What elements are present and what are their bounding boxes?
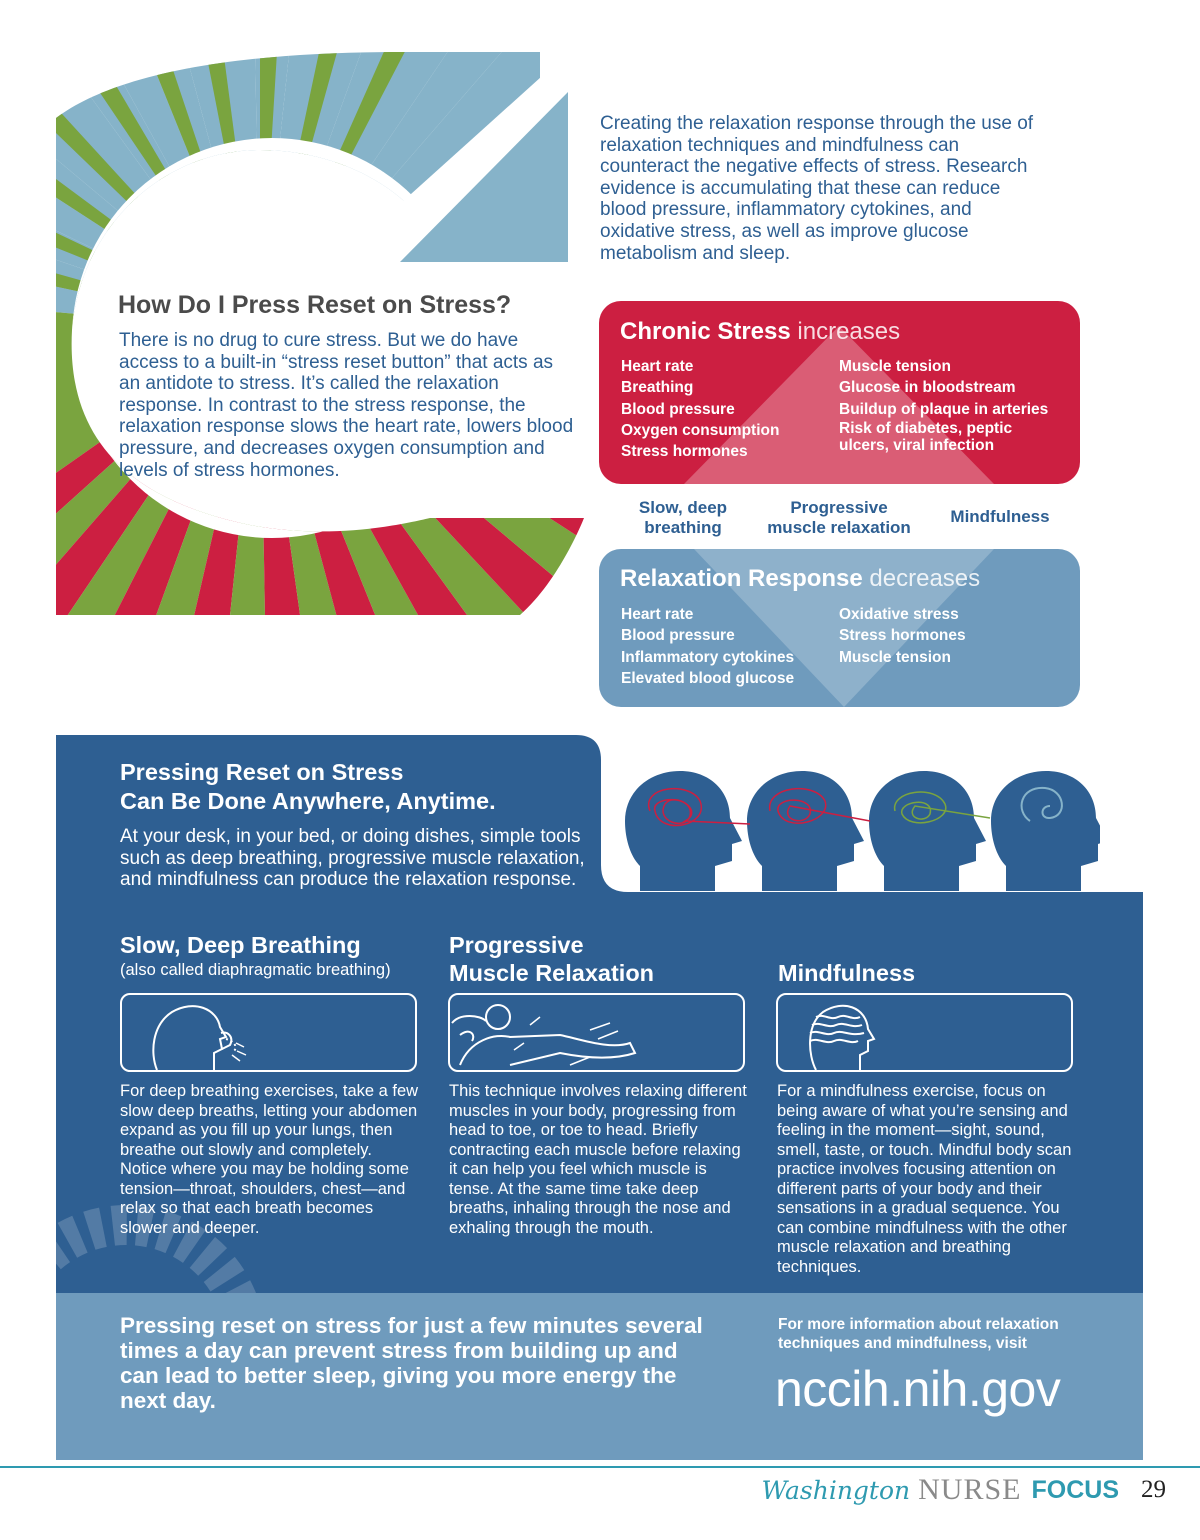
chronic-left-list xyxy=(621,356,779,462)
arc-ray xyxy=(253,0,304,330)
list-item: Stress hormones xyxy=(839,627,966,645)
relaxation-response-title: Relaxation Response decreases xyxy=(620,565,981,592)
breathing-title: Slow, Deep Breathing xyxy=(120,932,361,958)
arc-ray xyxy=(0,0,260,330)
mindful-head-icon xyxy=(778,995,1075,1074)
list-item: Inflammatory cytokines xyxy=(621,648,795,666)
anywhere-title: Pressing Reset on Stress Can Be Done Anywhere, Anytime. xyxy=(120,759,496,814)
reset-section-title: How Do I Press Reset on Stress? xyxy=(118,291,512,319)
list-item: Stress hormones xyxy=(621,443,748,461)
list-item: Muscle tension xyxy=(839,648,951,666)
reclining-person-icon xyxy=(450,995,747,1074)
breathing-subtitle: (also called diaphragmatic breathing) xyxy=(120,961,391,979)
list-item: Buildup of plaque in arteries xyxy=(839,400,1049,418)
arc-ray xyxy=(260,0,354,330)
pmr-body: This technique involves relaxing different muscles in your body, progressing from head to toe, or toe to head. Briefly contracting each muscle before relaxing it can help you feel which muscle is tense. At the same time take deep breaths, inhaling through the nose and exhaling through the mouth. xyxy=(449,1082,747,1237)
arc-ray xyxy=(260,0,286,330)
relaxation-response-box xyxy=(599,549,1080,707)
wordmark-script: Washington xyxy=(761,1475,911,1505)
list-item: Muscle tension xyxy=(839,358,951,375)
list-item: Elevated blood glucose xyxy=(621,669,795,687)
nccih-link[interactable]: nccih.nih.gov xyxy=(775,1361,1061,1417)
list-item: Heart rate xyxy=(621,606,694,623)
list-item: Oxidative stress xyxy=(839,606,959,623)
list-item: Blood pressure xyxy=(621,627,735,645)
intro-paragraph: Creating the relaxation response through the use of relaxation techniques and mindfulness can counteract the negative effects of stress. Research evidence is accumulating that these can reduce blood pressure, inflammatory cytokines, and oxidative stress, as well as improve glucose metabolism and sleep. xyxy=(600,113,1034,264)
chronic-stress-box xyxy=(599,301,1080,484)
page-number: 29 xyxy=(1141,1476,1166,1503)
pmr-title: Progressive Muscle Relaxation xyxy=(449,932,655,986)
chronic-right-list xyxy=(839,356,1048,454)
more-info-text: For more information about relaxation techniques and mindfulness, visit xyxy=(778,1316,1059,1352)
footer-wordmark xyxy=(761,1470,1166,1510)
list-item: Oxygen consumption xyxy=(621,421,780,439)
list-item: Heart rate xyxy=(621,358,694,375)
breathing-body: For deep breathing exercises, take a few slow deep breaths, letting your abdomen expand as you fill up your lungs, then breathe out slowly and completely. Notice where you may be holding some tension—throat, shoulders, chest—and relax so that each breath becomes slower and deeper. xyxy=(120,1082,419,1237)
wordmark-focus: FOCUS xyxy=(1031,1475,1119,1504)
technique-pmr: Progressive muscle relaxation xyxy=(767,498,911,537)
arc-ray xyxy=(202,0,260,330)
technique-mindfulness: Mindfulness xyxy=(950,507,1050,526)
wordmark-nurse: NURSE xyxy=(918,1473,1022,1506)
pmr-icon-box xyxy=(448,993,745,1072)
relax-left-list xyxy=(621,604,794,689)
technique-breathing: Slow, deep breathing xyxy=(638,498,728,537)
bottom-message: Pressing reset on stress for just a few minutes several times a day can prevent stress from building up and can lead to better sleep, giving you more energy the next day. xyxy=(120,1313,703,1413)
list-item: Risk of diabetes, peptic xyxy=(839,419,1013,437)
breathing-icon-box xyxy=(120,993,417,1072)
mindfulness-body: For a mindfulness exercise, focus on being aware of what you’re sensing and feeling in the moment—sight, sound, smell, taste, or touch. Mindful body scan practice involves focusing attention on different parts of your body and their sensations in a gradual sequence. You can combine mindfulness with the other muscle relaxation and breathing techniques. xyxy=(777,1082,1072,1276)
list-item: Breathing xyxy=(621,379,694,397)
relax-right-list xyxy=(839,604,966,668)
list-item: Glucose in bloodstream xyxy=(839,379,1016,397)
list-item: ulcers, viral infection xyxy=(839,436,995,454)
footer-rule xyxy=(0,1466,1200,1468)
anywhere-body: At your desk, in your bed, or doing dishes, simple tools such as deep breathing, progressive muscle relaxation, and mindfulness can produce the relaxation response. xyxy=(120,826,585,891)
mindfulness-title: Mindfulness xyxy=(778,960,916,986)
list-item: Blood pressure xyxy=(621,400,735,418)
four-heads-icon xyxy=(610,766,1100,891)
breathing-head-icon xyxy=(122,995,419,1074)
arc-ray xyxy=(260,0,536,330)
reset-section-body: There is no drug to cure stress. But we do have access to a built-in “stress reset button” that acts as an antidote to stress. It’s called the relaxation response. In contrast to the stress response, the relaxation response slows the heart rate, lowers blood pressure, and decreases oxygen consumption and levels of stress hormones. xyxy=(119,330,574,481)
arc-ray xyxy=(180,0,260,330)
chronic-stress-title: Chronic Stress increases xyxy=(620,318,901,345)
mindfulness-icon-box xyxy=(776,993,1073,1072)
